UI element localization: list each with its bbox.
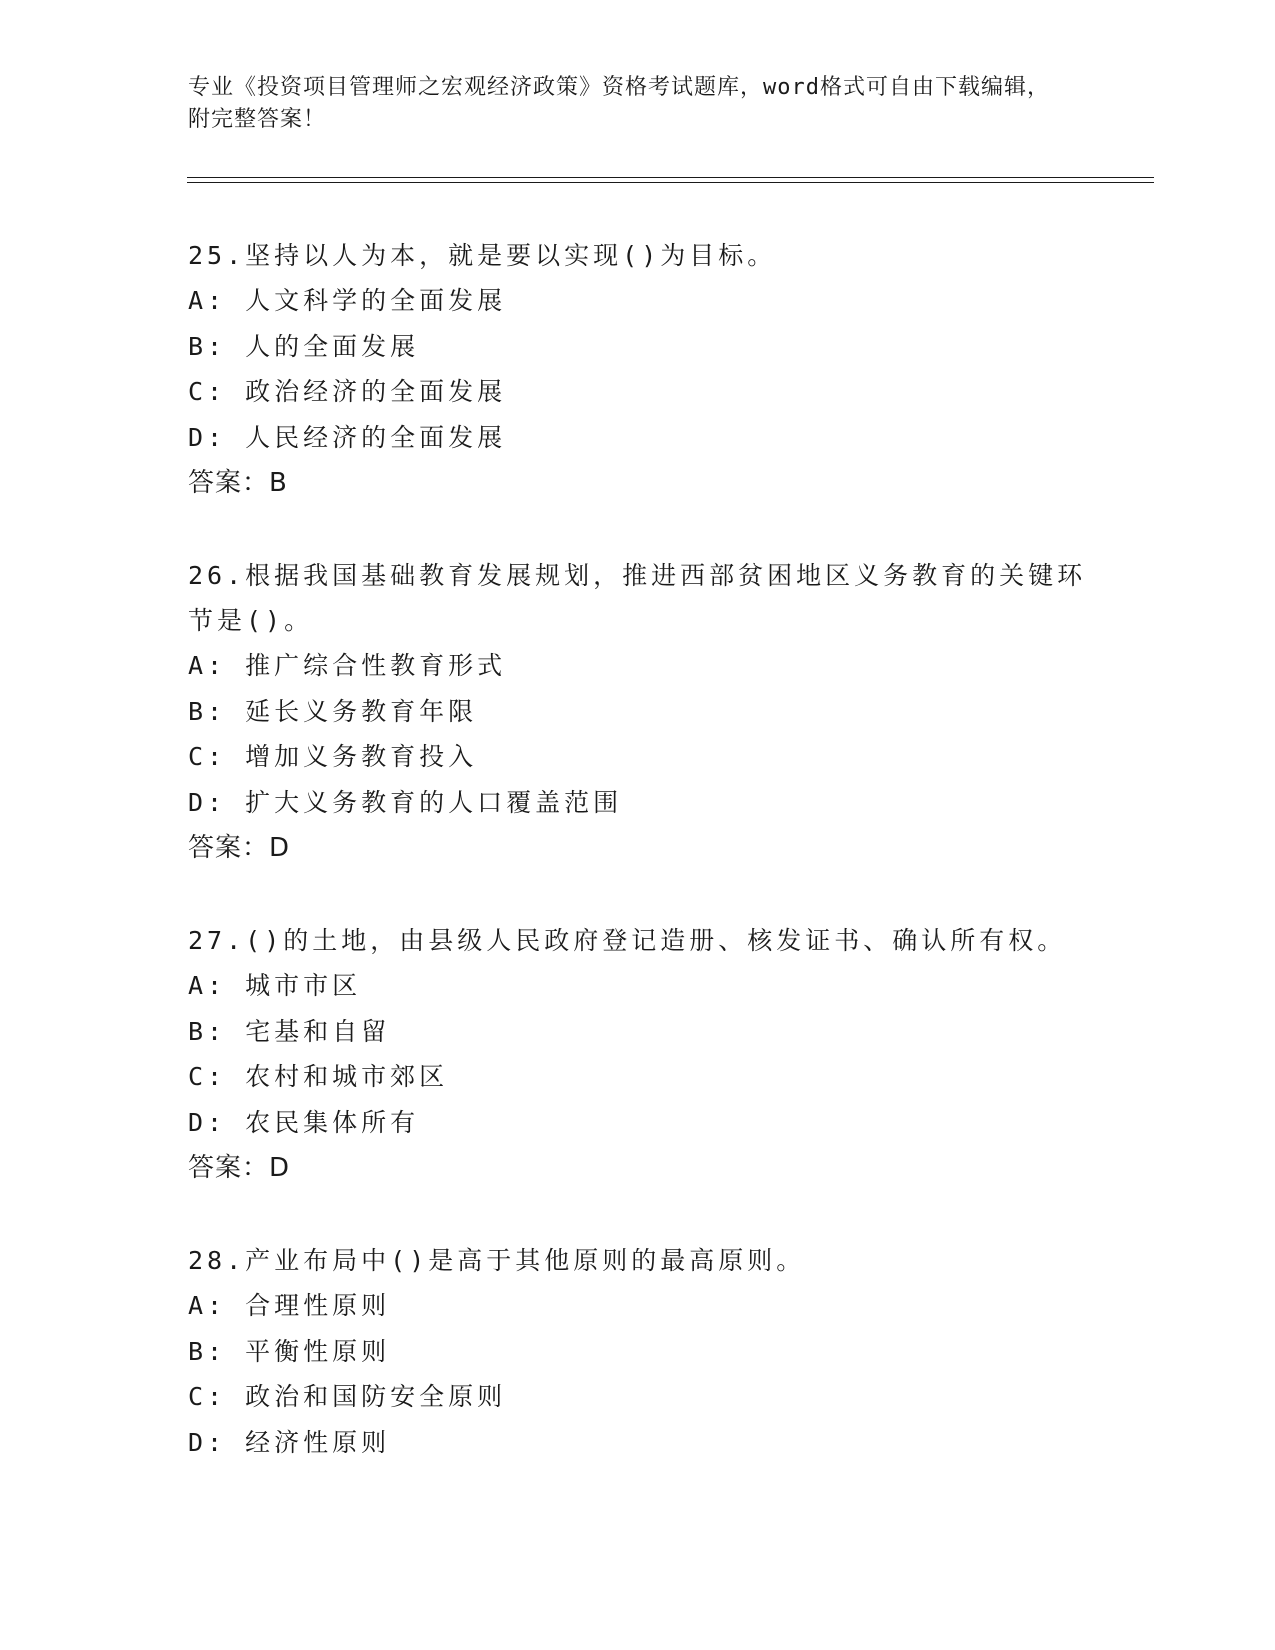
option-a: A: 人文科学的全面发展: [188, 286, 507, 315]
document-header: 专业《投资项目管理师之宏观经济政策》资格考试题库，word格式可自由下载编辑，附完整答案！: [188, 75, 1050, 132]
option-c: C: 增加义务教育投入: [188, 742, 478, 771]
option-a: A: 城市市区: [188, 971, 362, 1000]
question-28: [188, 1238, 1088, 1465]
question-26: [188, 553, 1088, 871]
option-c: C: 政治和国防安全原则: [188, 1382, 507, 1411]
question-stem: 26.根据我国基础教育发展规划，推进西部贫困地区义务教育的关键环节是()。: [188, 561, 1087, 635]
option-a: A: 推广综合性教育形式: [188, 651, 507, 680]
option-b: B: 人的全面发展: [188, 331, 420, 361]
option-d: D: 扩大义务教育的人口覆盖范围: [188, 787, 623, 817]
answer: 答案：D: [188, 833, 291, 863]
question-25: [188, 233, 1088, 506]
question-27: [188, 918, 1088, 1191]
option-b: B: 延长义务教育年限: [188, 696, 478, 726]
question-stem: 25.坚持以人为本，就是要以实现()为目标。: [188, 241, 777, 270]
answer: 答案：D: [188, 1153, 291, 1183]
header-divider-bottom: [187, 182, 1154, 183]
option-b: B: 宅基和自留: [188, 1016, 391, 1046]
question-stem: 28.产业布局中()是高于其他原则的最高原则。: [188, 1246, 806, 1275]
option-d: D: 农民集体所有: [188, 1107, 420, 1137]
option-c: C: 农村和城市郊区: [188, 1062, 449, 1091]
option-c: C: 政治经济的全面发展: [188, 377, 507, 406]
header-divider-top: [187, 177, 1154, 178]
option-d: D: 人民经济的全面发展: [188, 422, 507, 452]
option-a: A: 合理性原则: [188, 1291, 391, 1320]
answer: 答案：B: [188, 468, 288, 498]
question-stem: 27.()的土地，由县级人民政府登记造册、核发证书、确认所有权。: [188, 926, 1067, 955]
option-d: D: 经济性原则: [188, 1427, 391, 1457]
option-b: B: 平衡性原则: [188, 1336, 391, 1366]
